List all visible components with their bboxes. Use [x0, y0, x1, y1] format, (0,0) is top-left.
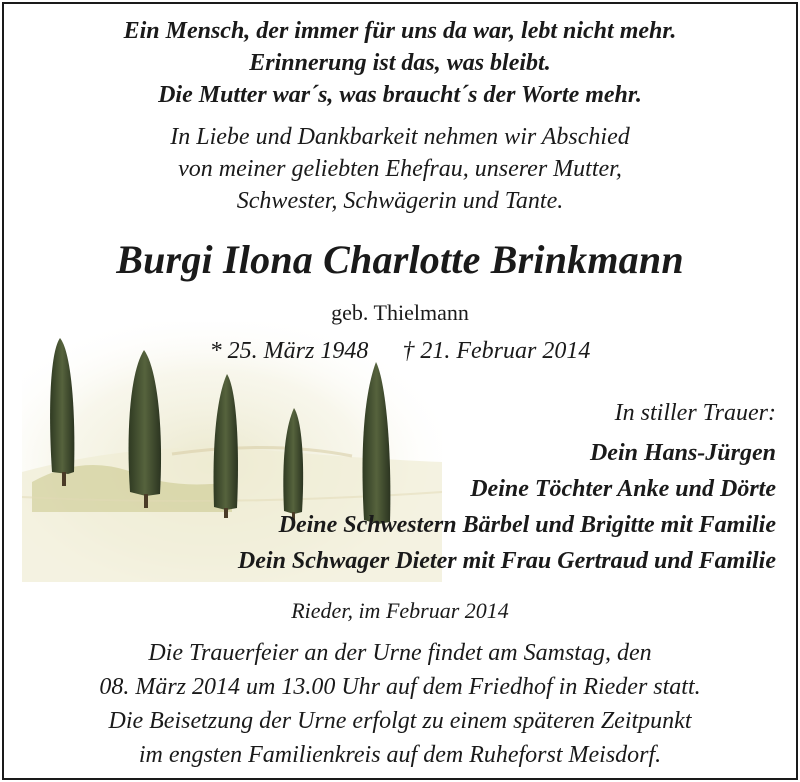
mourners-heading: In stiller Trauer: [614, 400, 776, 426]
notice-line-4: im engsten Familienkreis auf dem Ruheforst Meisdorf. [138, 742, 662, 768]
birth-name: geb. Thielmann [331, 300, 469, 325]
mourner-line: Dein Schwager Dieter mit Frau Gertraud und Familie [237, 548, 776, 574]
notice-line-1: Die Trauerfeier an der Urne findet am Samstag, den [148, 640, 652, 666]
mourner-line: Deine Töchter Anke und Dörte [470, 476, 776, 502]
mourner-line: Deine Schwestern Bärbel und Brigitte mit Familie [278, 512, 776, 538]
notice-line-3: Die Beisetzung der Urne erfolgt zu einem späteren Zeitpunkt [108, 708, 692, 734]
intro-line-2: von meiner geliebten Ehefrau, unserer Mutter, [178, 156, 622, 182]
notice-line-2: 08. März 2014 um 13.00 Uhr auf dem Friedhof in Rieder statt. [99, 674, 701, 700]
verse-line-1: Ein Mensch, der immer für uns da war, lebt nicht mehr. [123, 18, 677, 44]
mourner-line: Dein Hans-Jürgen [589, 440, 776, 466]
verse-line-2: Erinnerung ist das, was bleibt. [249, 50, 551, 76]
verse-line-3: Die Mutter war´s, was braucht´s der Worte mehr. [158, 82, 642, 108]
birth-date: * 25. März 1948 [209, 338, 369, 364]
place-date: Rieder, im Februar 2014 [291, 598, 509, 623]
life-dates [4, 338, 796, 365]
deceased-name: Burgi Ilona Charlotte Brinkmann [116, 237, 684, 282]
obituary-notice [2, 2, 798, 780]
death-date: † 21. Februar 2014 [402, 338, 591, 364]
intro-line-3: Schwester, Schwägerin und Tante. [236, 188, 564, 214]
intro-line-1: In Liebe und Dankbarkeit nehmen wir Abschied [170, 124, 630, 150]
